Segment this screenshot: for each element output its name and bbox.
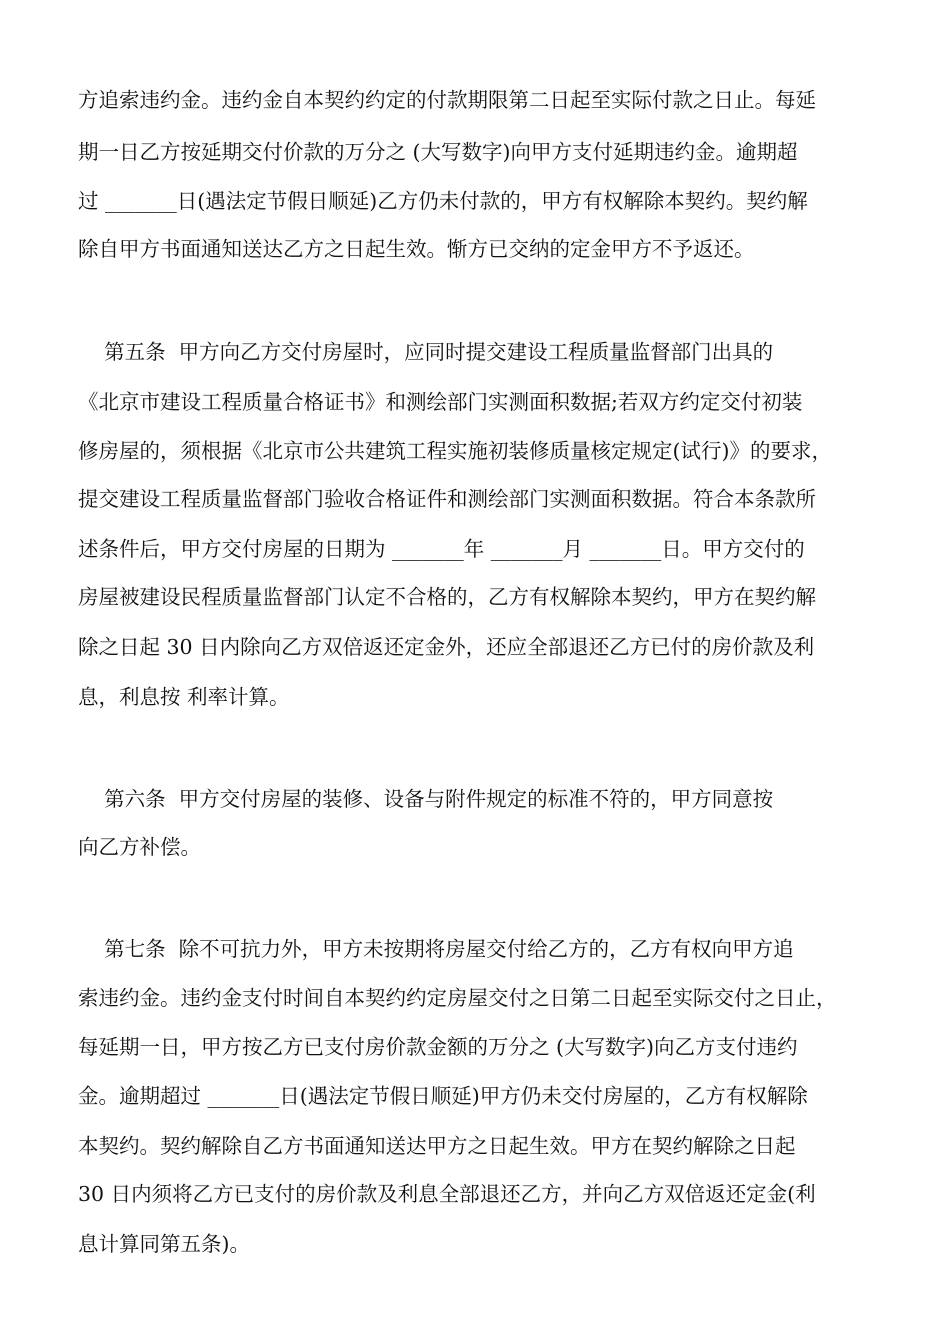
text-line: 第五条 甲方向乙方交付房屋时，应同时提交建设工程质量监督部门出具的	[78, 340, 774, 364]
text-line: 第六条 甲方交付房屋的装修、设备与附件规定的标准不符的，甲方同意按	[78, 787, 774, 811]
text-line: 提交建设工程质量监督部门验收合格证件和测绘部门实测面积数据。符合本条款所	[78, 487, 816, 511]
text-line: 期一日乙方按延期交付价款的万分之 (大写数字)向甲方支付延期违约金。逾期超	[78, 140, 798, 164]
text-line: 《北京市建设工程质量合格证书》和测绘部门实测面积数据;若双方约定交付初装	[78, 390, 803, 414]
text-line: 息计算同第五条)。	[78, 1232, 250, 1256]
text-line: 方追索违约金。违约金自本契约约定的付款期限第二日起至实际付款之日止。每延	[78, 88, 816, 112]
text-line: 第七条 除不可抗力外，甲方未按期将房屋交付给乙方的，乙方有权向甲方追	[78, 937, 794, 961]
text-line: 述条件后，甲方交付房屋的日期为 _______年 _______月 _______日。甲方交付的	[78, 537, 805, 561]
text-line: 索违约金。违约金支付时间自本契约约定房屋交付之日第二日起至实际交付之日止，	[78, 986, 837, 1010]
text-line: 本契约。契约解除自乙方书面通知送达甲方之日起生效。甲方在契约解除之日起	[78, 1134, 796, 1158]
text-line: 息，利息按 利率计算。	[78, 685, 290, 709]
text-line: 向乙方补偿。	[78, 835, 201, 859]
text-line: 金。逾期超过 _______日(遇法定节假日顺延)甲方仍未交付房屋的，乙方有权解除	[78, 1084, 808, 1108]
text-line: 每延期一日，甲方按乙方已支付房价款金额的万分之 (大写数字)向乙方支付违约	[78, 1035, 798, 1059]
text-line: 修房屋的，须根据《北京市公共建筑工程实施初装修质量核定规定(试行)》的要求，	[78, 439, 832, 463]
text-line: 除之日起 30 日内除向乙方双倍返还定金外，还应全部退还乙方已付的房价款及利	[78, 635, 815, 659]
text-line: 30 日内须将乙方已支付的房价款及利息全部退还乙方，并向乙方双倍返还定金(利	[78, 1182, 816, 1206]
text-line: 房屋被建设民程质量监督部门认定不合格的，乙方有权解除本契约，甲方在契约解	[78, 585, 816, 609]
text-line: 除自甲方书面通知送达乙方之日起生效。惭方已交纳的定金甲方不予返还。	[78, 237, 755, 261]
text-line: 过 _______日(遇法定节假日顺延)乙方仍未付款的，甲方有权解除本契约。契约解	[78, 189, 808, 213]
